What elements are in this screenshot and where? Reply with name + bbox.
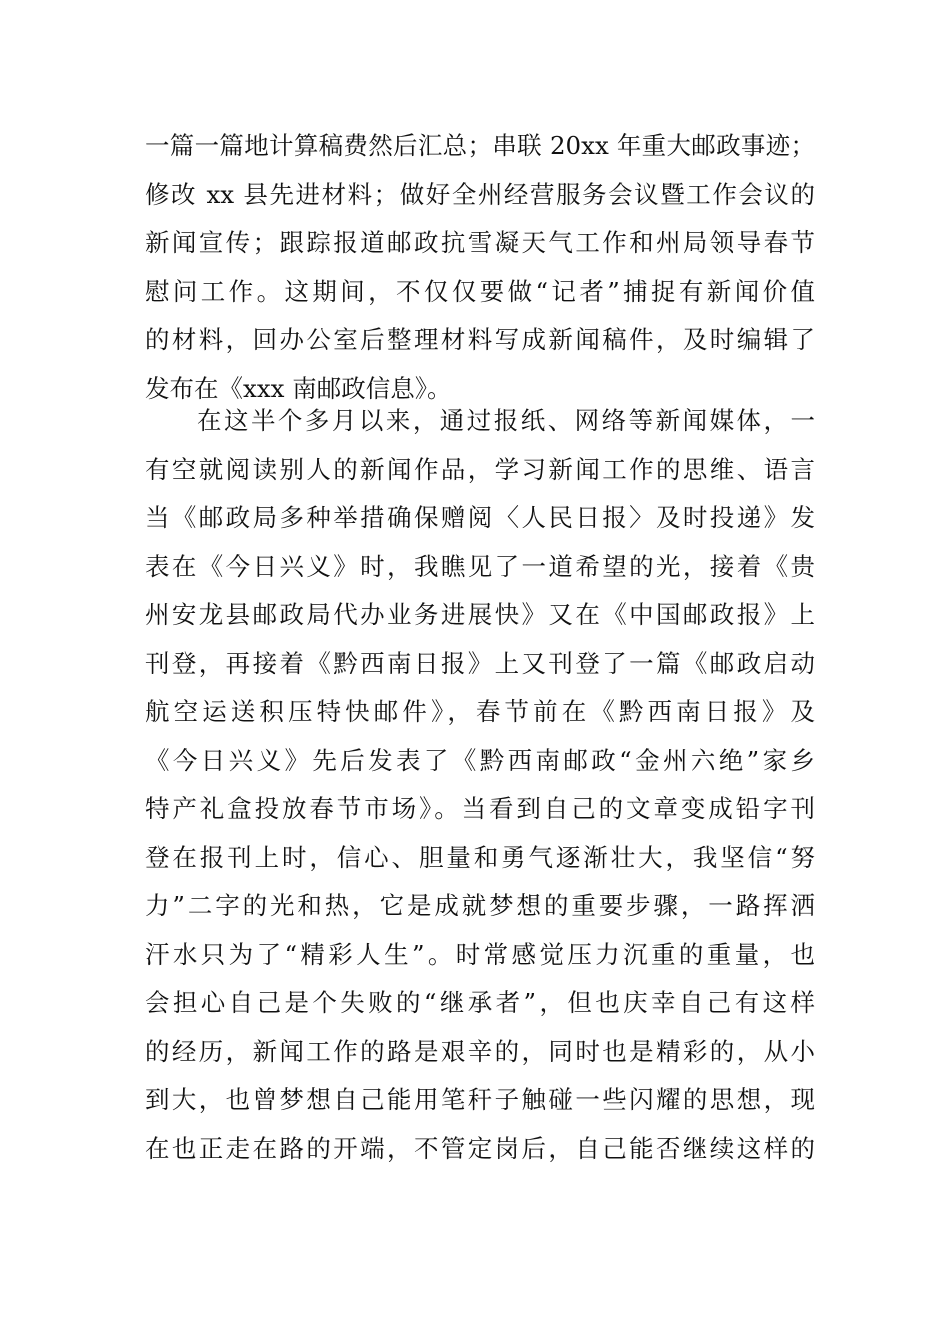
paragraph-line: 有空就阅读别人的新闻作品，学习新闻工作的思维、语言: [145, 454, 815, 484]
paragraph-line: 汗水只为了“精彩人生”。时常感觉压力沉重的重量，也: [145, 939, 815, 969]
paragraph-2: [145, 397, 815, 1173]
paragraph-line: 在也正走在路的开端，不管定岗后，自己能否继续这样的: [145, 1133, 815, 1163]
paragraph-line: 一篇一篇地计算稿费然后汇总；串联 20xx 年重大邮政事迹；: [145, 131, 815, 160]
paragraph-line: 当《邮政局多种举措确保赠阅〈人民日报〉及时投递》发: [145, 503, 815, 532]
paragraph-line: 州安龙县邮政局代办业务进展快》又在《中国邮政报》上: [145, 600, 815, 629]
paragraph-line: 新闻宣传；跟踪报道邮政抗雪凝天气工作和州局领导春节: [145, 228, 815, 257]
paragraph-line: 登在报刊上时，信心、胆量和勇气逐渐壮大，我坚信“努: [145, 842, 815, 872]
paragraph-line: 会担心自己是个失败的“继承者”，但也庆幸自己有这样: [145, 988, 815, 1017]
paragraph-line: 在这半个多月以来，通过报纸、网络等新闻媒体，一: [197, 406, 815, 435]
paragraph-line: 发布在《xxx 南邮政信息》。: [145, 373, 452, 403]
paragraph-line: 力”二字的光和热，它是成就梦想的重要步骤，一路挥洒: [145, 891, 815, 920]
paragraph-line: 慰问工作。这期间，不仅仅要做“记者”捕捉有新闻价值: [145, 276, 815, 306]
paragraph-1: [145, 122, 815, 413]
paragraph-line: 的经历，新闻工作的路是艰辛的，同时也是精彩的，从小: [145, 1036, 815, 1066]
paragraph-line: 航空运送积压特快邮件》，春节前在《黔西南日报》及: [145, 697, 815, 726]
paragraph-line: 特产礼盒投放春节市场》。当看到自己的文章变成铅字刊: [145, 794, 815, 823]
paragraph-line: 的材料，回办公室后整理材料写成新闻稿件，及时编辑了: [145, 325, 815, 354]
paragraph-line: 修改 xx 县先进材料；做好全州经营服务会议暨工作会议的: [145, 179, 815, 209]
paragraph-line: 到大，也曾梦想自己能用笔秆子触碰一些闪耀的思想，现: [145, 1085, 815, 1114]
paragraph-line: 刊登，再接着《黔西南日报》上又刊登了一篇《邮政启动: [145, 648, 815, 678]
paragraph-line: 《今日兴义》先后发表了《黔西南邮政“金州六绝”家乡: [145, 745, 815, 775]
paragraph-line: 表在《今日兴义》时，我瞧见了一道希望的光，接着《贵: [145, 551, 815, 581]
